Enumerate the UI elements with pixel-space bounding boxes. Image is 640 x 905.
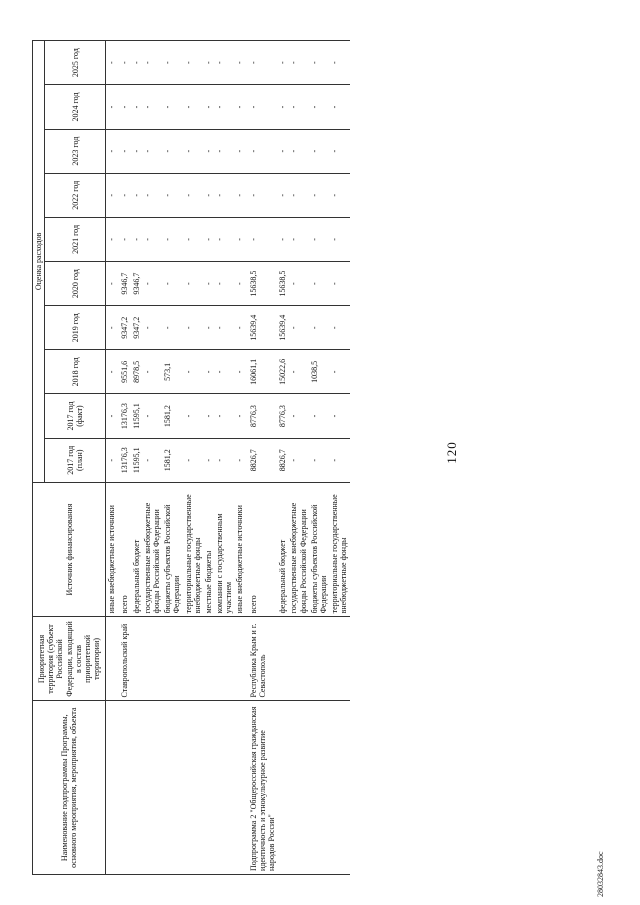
cell-source: бюджеты субъектов Российской Федерации [309,482,329,617]
cell-territory [329,617,349,701]
table-row [117,41,130,875]
cell-value: - [162,129,182,173]
cell-value: 1581,2 [162,438,182,482]
cell-program-name [203,701,214,875]
cell-value: - [117,173,130,217]
cell-value: - [183,41,203,85]
cell-value: - [142,350,162,394]
cell-value: - [309,41,329,85]
cell-territory [162,617,182,701]
cell-value: 11595,1 [131,438,142,482]
cell-value: - [162,173,182,217]
cell-program-name [288,701,308,875]
cell-value: - [234,306,245,350]
table-row [203,41,214,875]
cell-territory [288,617,308,701]
cell-value: - [106,350,118,394]
cell-value: 15638,5 [277,262,288,306]
cell-value: - [106,173,118,217]
cell-value: - [234,350,245,394]
cell-value: - [329,438,349,482]
table-row [131,41,142,875]
cell-value: - [106,217,118,261]
cell-value: - [142,438,162,482]
cell-value: - [288,85,308,129]
cell-value: - [183,85,203,129]
cell-value: - [234,173,245,217]
cell-value: - [329,217,349,261]
cell-value: - [162,262,182,306]
cell-program-name [214,701,234,875]
cell-value: - [214,394,234,438]
cell-value: - [288,173,308,217]
cell-value: - [234,394,245,438]
cell-value: - [142,262,162,306]
cell-value: - [309,438,329,482]
cell-value: - [183,217,203,261]
cell-source: государственные внебюджетные фонды Российской Федерации [142,482,162,617]
cell-value: - [309,217,329,261]
cell-value: - [117,217,130,261]
cell-value: - [214,438,234,482]
cell-territory [183,617,203,701]
cell-territory [142,617,162,701]
cell-program-name [234,701,245,875]
cell-program-name [142,701,162,875]
cell-source: территориальные государственные внебюджетные фонды [183,482,203,617]
cell-value: - [277,85,288,129]
cell-territory [203,617,214,701]
cell-value: 15022,6 [277,350,288,394]
cell-value: - [214,85,234,129]
header-year: 2023 год [45,129,106,173]
cell-value: - [183,173,203,217]
cell-value: 13176,3 [117,438,130,482]
cell-value: - [234,217,245,261]
cell-value: - [288,394,308,438]
cell-value: - [183,350,203,394]
header-group: Оценка расходов [33,41,45,483]
table-row [234,41,245,875]
cell-value: - [288,217,308,261]
cell-value: - [246,217,278,261]
cell-source: бюджеты субъектов Российской Федерации [162,482,182,617]
cell-value: - [288,350,308,394]
header-year: 2022 год [45,173,106,217]
cell-value: - [234,41,245,85]
cell-value: - [203,438,214,482]
cell-program-name [106,701,118,875]
cell-value: - [214,129,234,173]
cell-value: - [162,85,182,129]
cell-value: - [106,306,118,350]
cell-value: - [142,173,162,217]
cell-source: всего [246,482,278,617]
header-source: Источник финансирования [33,482,106,617]
cell-program-name [277,701,288,875]
cell-value: - [214,306,234,350]
cell-territory [234,617,245,701]
cell-program-name [162,701,182,875]
cell-value: - [288,262,308,306]
cell-value: - [214,173,234,217]
cell-program-name: Подпрограмма 2 "Общероссийская гражданская идентичность и этнокультурное развитие народов России" [246,701,278,875]
cell-territory [214,617,234,701]
cell-value: - [277,173,288,217]
cell-value: - [142,129,162,173]
budget-table [32,40,350,875]
cell-value: - [329,306,349,350]
cell-value: 11595,1 [131,394,142,438]
cell-value: - [246,41,278,85]
cell-value: 8776,3 [277,394,288,438]
header-year: 2024 год [45,85,106,129]
cell-value: - [117,129,130,173]
cell-value: - [117,85,130,129]
cell-value: - [183,438,203,482]
cell-value: - [142,217,162,261]
cell-territory: Ставропольский край [117,617,130,701]
cell-value: 9347,2 [117,306,130,350]
cell-value: - [203,394,214,438]
cell-territory [277,617,288,701]
cell-value: - [162,41,182,85]
cell-value: - [183,129,203,173]
cell-value: - [162,306,182,350]
cell-value: - [329,394,349,438]
cell-value: - [246,173,278,217]
cell-value: - [309,173,329,217]
header-year: 2018 год [45,350,106,394]
cell-program-name [329,701,349,875]
table-row [214,41,234,875]
cell-value: 573,1 [162,350,182,394]
cell-value: - [203,262,214,306]
table-row [329,41,349,875]
cell-value: - [203,217,214,261]
cell-value: - [183,394,203,438]
cell-value: - [106,262,118,306]
cell-source: федеральный бюджет [277,482,288,617]
table-row [277,41,288,875]
cell-value: - [309,394,329,438]
cell-value: - [288,306,308,350]
cell-value: - [106,129,118,173]
header-name: Наименование подпрограммы Программы, основного мероприятия, мероприятия, объекта [33,701,106,875]
cell-source: местные бюджеты [203,482,214,617]
cell-value: 8776,3 [246,394,278,438]
header-year: 2021 год [45,217,106,261]
cell-value: - [309,262,329,306]
cell-value: 15639,4 [246,306,278,350]
cell-value: - [131,217,142,261]
cell-value: - [131,85,142,129]
cell-value: - [131,129,142,173]
cell-source: федеральный бюджет [131,482,142,617]
cell-value: 9346,7 [131,262,142,306]
cell-value: - [329,129,349,173]
cell-value: 8978,5 [131,350,142,394]
header-year: 2020 год [45,262,106,306]
cell-value: - [203,173,214,217]
cell-value: - [309,129,329,173]
cell-value: 8826,7 [277,438,288,482]
cell-value: - [309,85,329,129]
cell-value: - [106,438,118,482]
cell-value: - [288,438,308,482]
cell-territory [131,617,142,701]
cell-value: - [142,85,162,129]
cell-value: - [329,173,349,217]
cell-value: - [288,129,308,173]
cell-value: - [329,41,349,85]
table-body [106,41,350,875]
header-year: 2017 год (факт) [45,394,106,438]
cell-value: - [329,85,349,129]
cell-value: 15639,4 [277,306,288,350]
cell-value: 1038,5 [309,350,329,394]
cell-value: - [214,350,234,394]
cell-value: - [162,217,182,261]
cell-value: - [214,41,234,85]
cell-value: - [246,85,278,129]
cell-program-name [183,701,203,875]
cell-value: - [183,262,203,306]
cell-value: - [234,262,245,306]
header-territory: Приоритетная территория (субъект Российской Федерации, входящий в состав приоритетной территории) [33,617,106,701]
cell-value: 9346,7 [117,262,130,306]
table-row [288,41,308,875]
cell-value: 9347,2 [131,306,142,350]
cell-territory [106,617,118,701]
cell-value: - [277,129,288,173]
cell-source: всего [117,482,130,617]
cell-value: - [203,350,214,394]
cell-value: - [234,85,245,129]
cell-value: - [131,173,142,217]
cell-value: - [142,394,162,438]
cell-source: компании с государственным участием [214,482,234,617]
cell-value: - [203,306,214,350]
cell-source: иные внебюджетные источники [234,482,245,617]
cell-value: - [142,41,162,85]
cell-value: - [288,41,308,85]
cell-value: - [131,41,142,85]
table-row [142,41,162,875]
cell-value: - [214,262,234,306]
cell-value: - [246,129,278,173]
cell-value: - [106,41,118,85]
cell-value: - [106,394,118,438]
cell-value: - [309,306,329,350]
cell-source: иные внебюджетные источники [106,482,118,617]
cell-program-name [131,701,142,875]
file-name: 28032843.doc [596,851,605,897]
table-row [183,41,203,875]
cell-value: - [203,129,214,173]
cell-value: - [214,217,234,261]
cell-territory [309,617,329,701]
header-year: 2019 год [45,306,106,350]
cell-source: территориальные государственные внебюджетные фонды [329,482,349,617]
page-number: 120 [444,441,459,464]
table-row [246,41,278,875]
cell-program-name [309,701,329,875]
cell-value: 9551,6 [117,350,130,394]
cell-value: - [234,129,245,173]
table-header [33,41,106,875]
cell-value: - [277,217,288,261]
cell-value: - [203,85,214,129]
header-year: 2025 год [45,41,106,85]
cell-value: - [329,350,349,394]
cell-source: государственные внебюджетные фонды Российской Федерации [288,482,308,617]
cell-value: - [329,262,349,306]
cell-value: - [142,306,162,350]
table-row [309,41,329,875]
header-year: 2017 год (план) [45,438,106,482]
cell-territory: Республика Крым и г. Севастополь [246,617,278,701]
table-row [162,41,182,875]
cell-value: - [183,306,203,350]
cell-value: 8826,7 [246,438,278,482]
cell-value: - [277,41,288,85]
cell-value: 1581,2 [162,394,182,438]
table-row [106,41,118,875]
cell-value: - [117,41,130,85]
cell-value: 13176,3 [117,394,130,438]
cell-value: 16061,1 [246,350,278,394]
cell-value: - [234,438,245,482]
cell-value: - [106,85,118,129]
cell-value: - [203,41,214,85]
cell-program-name [117,701,130,875]
cell-value: 15638,5 [246,262,278,306]
